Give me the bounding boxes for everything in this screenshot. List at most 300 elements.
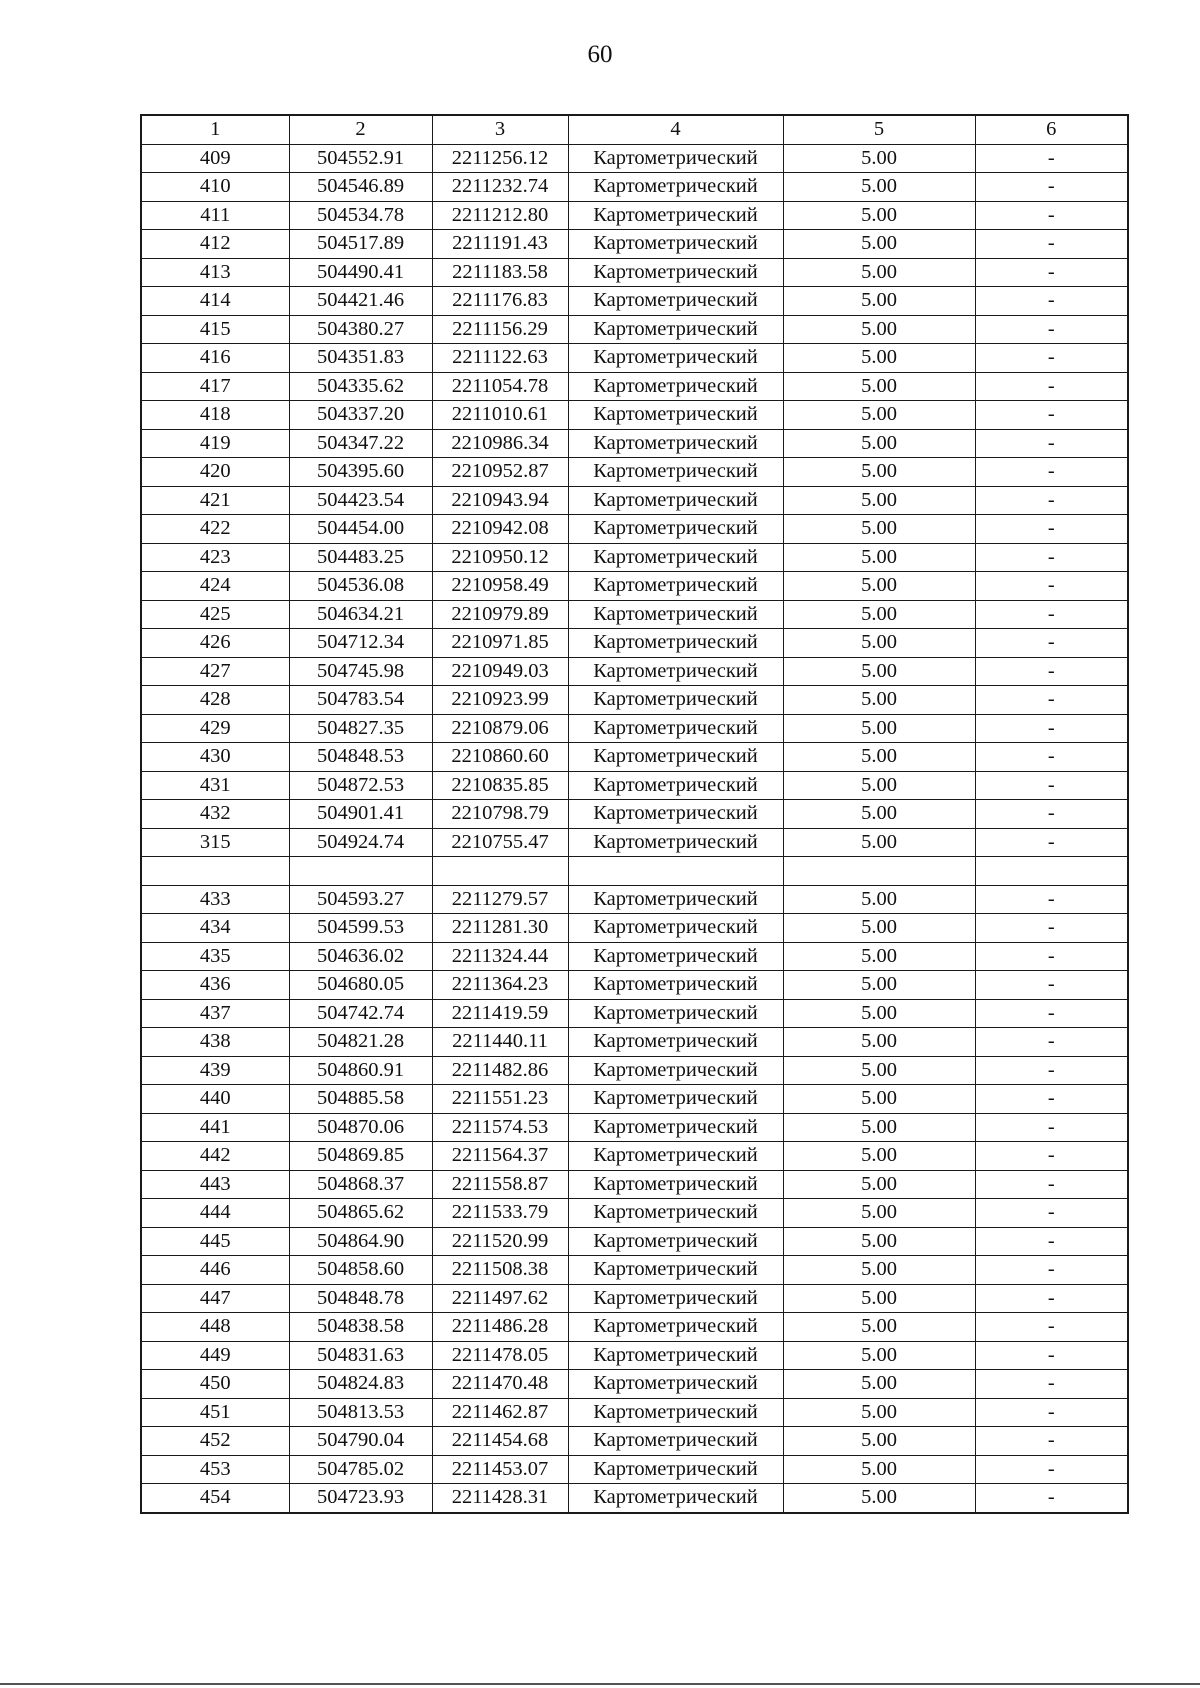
method-cell: Картометрический [568, 429, 783, 458]
table-row [141, 1199, 1128, 1228]
point-number-cell: 451 [141, 1398, 289, 1427]
note-cell: - [975, 287, 1128, 316]
point-number-cell: 436 [141, 971, 289, 1000]
table-row [141, 572, 1128, 601]
accuracy-cell: 5.00 [783, 372, 975, 401]
x-coordinate-cell: 504872.53 [289, 771, 432, 800]
y-coordinate-cell: 2211364.23 [432, 971, 568, 1000]
x-coordinate-cell: 504534.78 [289, 201, 432, 230]
note-cell: - [975, 1142, 1128, 1171]
point-number-cell: 412 [141, 230, 289, 259]
accuracy-cell: 5.00 [783, 914, 975, 943]
method-cell: Картометрический [568, 885, 783, 914]
note-cell: - [975, 1028, 1128, 1057]
y-coordinate-cell: 2211212.80 [432, 201, 568, 230]
method-cell: Картометрический [568, 1455, 783, 1484]
x-coordinate-cell: 504423.54 [289, 486, 432, 515]
y-coordinate-cell: 2211256.12 [432, 144, 568, 173]
method-cell: Картометрический [568, 771, 783, 800]
table-row [141, 1085, 1128, 1114]
table-row [141, 686, 1128, 715]
method-cell: Картометрический [568, 1427, 783, 1456]
table-row [141, 1227, 1128, 1256]
y-coordinate-cell: 2211440.11 [432, 1028, 568, 1057]
y-coordinate-cell: 2211281.30 [432, 914, 568, 943]
accuracy-cell: 5.00 [783, 1484, 975, 1513]
method-cell: Картометрический [568, 315, 783, 344]
y-coordinate-cell: 2211486.28 [432, 1313, 568, 1342]
point-number-cell: 409 [141, 144, 289, 173]
accuracy-cell: 5.00 [783, 315, 975, 344]
note-cell: - [975, 1113, 1128, 1142]
note-cell: - [975, 999, 1128, 1028]
table-row [141, 1313, 1128, 1342]
x-coordinate-cell: 504723.93 [289, 1484, 432, 1513]
point-number-cell: 411 [141, 201, 289, 230]
x-coordinate-cell: 504858.60 [289, 1256, 432, 1285]
table-row [141, 230, 1128, 259]
note-cell: - [975, 686, 1128, 715]
y-coordinate-cell: 2211324.44 [432, 942, 568, 971]
method-cell: Картометрический [568, 714, 783, 743]
table-row [141, 885, 1128, 914]
point-number-cell: 444 [141, 1199, 289, 1228]
method-cell: Картометрический [568, 1341, 783, 1370]
x-coordinate-cell: 504347.22 [289, 429, 432, 458]
accuracy-cell: 5.00 [783, 1256, 975, 1285]
note-cell: - [975, 515, 1128, 544]
point-number-cell: 439 [141, 1056, 289, 1085]
x-coordinate-cell: 504536.08 [289, 572, 432, 601]
table-row [141, 1455, 1128, 1484]
accuracy-cell: 5.00 [783, 629, 975, 658]
point-number-cell: 443 [141, 1170, 289, 1199]
note-cell: - [975, 1484, 1128, 1513]
point-number-cell: 413 [141, 258, 289, 287]
table-row [141, 1398, 1128, 1427]
note-cell: - [975, 1056, 1128, 1085]
note-cell: - [975, 372, 1128, 401]
point-number-cell: 452 [141, 1427, 289, 1456]
y-coordinate-cell: 2211156.29 [432, 315, 568, 344]
table-row [141, 800, 1128, 829]
method-cell: Картометрический [568, 572, 783, 601]
method-cell: Картометрический [568, 942, 783, 971]
method-cell: Картометрический [568, 1142, 783, 1171]
note-cell: - [975, 1313, 1128, 1342]
method-cell: Картометрический [568, 1085, 783, 1114]
note-cell: - [975, 1199, 1128, 1228]
x-coordinate-cell: 504454.00 [289, 515, 432, 544]
point-number-cell: 415 [141, 315, 289, 344]
point-number-cell: 410 [141, 173, 289, 202]
y-coordinate-cell: 2210958.49 [432, 572, 568, 601]
method-cell: Картометрический [568, 828, 783, 857]
table-row [141, 600, 1128, 629]
point-number-cell: 416 [141, 344, 289, 373]
x-coordinate-cell: 504351.83 [289, 344, 432, 373]
x-coordinate-cell: 504593.27 [289, 885, 432, 914]
column-header: 4 [568, 115, 783, 144]
note-cell: - [975, 429, 1128, 458]
y-coordinate-cell: 2211564.37 [432, 1142, 568, 1171]
note-cell: - [975, 1085, 1128, 1114]
x-coordinate-cell: 504680.05 [289, 971, 432, 1000]
y-coordinate-cell: 2211454.68 [432, 1427, 568, 1456]
method-cell: Картометрический [568, 1284, 783, 1313]
point-number-cell: 426 [141, 629, 289, 658]
column-header: 6 [975, 115, 1128, 144]
method-cell: Картометрический [568, 372, 783, 401]
accuracy-cell: 5.00 [783, 657, 975, 686]
table-row [141, 401, 1128, 430]
y-coordinate-cell: 2210798.79 [432, 800, 568, 829]
method-cell: Картометрический [568, 144, 783, 173]
method-cell: Картометрический [568, 201, 783, 230]
y-coordinate-cell: 2211497.62 [432, 1284, 568, 1313]
accuracy-cell: 5.00 [783, 1398, 975, 1427]
accuracy-cell: 5.00 [783, 572, 975, 601]
note-cell: - [975, 828, 1128, 857]
y-coordinate-cell: 2210879.06 [432, 714, 568, 743]
accuracy-cell: 5.00 [783, 600, 975, 629]
x-coordinate-cell: 504745.98 [289, 657, 432, 686]
note-cell: - [975, 144, 1128, 173]
x-coordinate-cell: 504848.53 [289, 743, 432, 772]
x-coordinate-cell: 504517.89 [289, 230, 432, 259]
method-cell: Картометрический [568, 230, 783, 259]
note-cell: - [975, 1427, 1128, 1456]
point-number-cell: 424 [141, 572, 289, 601]
point-number-cell: 453 [141, 1455, 289, 1484]
x-coordinate-cell: 504783.54 [289, 686, 432, 715]
note-cell: - [975, 1284, 1128, 1313]
x-coordinate-cell: 504860.91 [289, 1056, 432, 1085]
column-header: 2 [289, 115, 432, 144]
x-coordinate-cell: 504831.63 [289, 1341, 432, 1370]
table-row [141, 1427, 1128, 1456]
note-cell: - [975, 1455, 1128, 1484]
accuracy-cell: 5.00 [783, 1455, 975, 1484]
y-coordinate-cell: 2210860.60 [432, 743, 568, 772]
accuracy-cell: 5.00 [783, 144, 975, 173]
accuracy-cell: 5.00 [783, 1341, 975, 1370]
bottom-divider [0, 1683, 1200, 1685]
note-cell: - [975, 1256, 1128, 1285]
table-row [141, 971, 1128, 1000]
table-row [141, 1142, 1128, 1171]
accuracy-cell: 5.00 [783, 743, 975, 772]
column-header: 3 [432, 115, 568, 144]
header-row [141, 115, 1128, 144]
x-coordinate-cell: 504870.06 [289, 1113, 432, 1142]
y-coordinate-cell: 2211010.61 [432, 401, 568, 430]
y-coordinate-cell: 2211419.59 [432, 999, 568, 1028]
accuracy-cell: 5.00 [783, 800, 975, 829]
x-coordinate-cell: 504885.58 [289, 1085, 432, 1114]
point-number-cell: 442 [141, 1142, 289, 1171]
point-number-cell: 446 [141, 1256, 289, 1285]
method-cell: Картометрический [568, 258, 783, 287]
accuracy-cell: 5.00 [783, 1142, 975, 1171]
table-row [141, 515, 1128, 544]
x-coordinate-cell: 504813.53 [289, 1398, 432, 1427]
table-row [141, 1056, 1128, 1085]
method-cell: Картометрический [568, 1398, 783, 1427]
method-cell: Картометрический [568, 1313, 783, 1342]
point-number-cell: 419 [141, 429, 289, 458]
point-number-cell: 434 [141, 914, 289, 943]
point-number-cell: 423 [141, 543, 289, 572]
accuracy-cell: 5.00 [783, 971, 975, 1000]
accuracy-cell: 5.00 [783, 201, 975, 230]
note-cell: - [975, 458, 1128, 487]
method-cell: Картометрический [568, 629, 783, 658]
table-row [141, 486, 1128, 515]
table-row [141, 287, 1128, 316]
method-cell: Картометрический [568, 1170, 783, 1199]
x-coordinate-cell: 504827.35 [289, 714, 432, 743]
x-coordinate-cell: 504821.28 [289, 1028, 432, 1057]
method-cell: Картометрический [568, 287, 783, 316]
point-number-cell: 449 [141, 1341, 289, 1370]
method-cell: Картометрический [568, 600, 783, 629]
y-coordinate-cell: 2210952.87 [432, 458, 568, 487]
table-row [141, 914, 1128, 943]
accuracy-cell: 5.00 [783, 1170, 975, 1199]
x-coordinate-cell: 504838.58 [289, 1313, 432, 1342]
method-cell: Картометрический [568, 999, 783, 1028]
method-cell: Картометрический [568, 1028, 783, 1057]
method-cell: Картометрический [568, 800, 783, 829]
x-coordinate-cell: 504864.90 [289, 1227, 432, 1256]
y-coordinate-cell: 2210942.08 [432, 515, 568, 544]
table-row [141, 629, 1128, 658]
accuracy-cell: 5.00 [783, 486, 975, 515]
y-coordinate-cell: 2211551.23 [432, 1085, 568, 1114]
y-coordinate-cell: 2210923.99 [432, 686, 568, 715]
x-coordinate-cell: 504712.34 [289, 629, 432, 658]
note-cell: - [975, 201, 1128, 230]
point-number-cell: 454 [141, 1484, 289, 1513]
accuracy-cell: 5.00 [783, 828, 975, 857]
x-coordinate-cell: 504337.20 [289, 401, 432, 430]
point-number-cell: 448 [141, 1313, 289, 1342]
table-row [141, 1256, 1128, 1285]
point-number-cell: 433 [141, 885, 289, 914]
method-cell: Картометрический [568, 1484, 783, 1513]
method-cell: Картометрический [568, 1113, 783, 1142]
point-number-cell: 432 [141, 800, 289, 829]
table-row [141, 201, 1128, 230]
x-coordinate-cell: 504483.25 [289, 543, 432, 572]
point-number-cell: 445 [141, 1227, 289, 1256]
accuracy-cell: 5.00 [783, 1370, 975, 1399]
note-cell: - [975, 1341, 1128, 1370]
note-cell: - [975, 743, 1128, 772]
note-cell: - [975, 714, 1128, 743]
method-cell: Картометрический [568, 173, 783, 202]
y-coordinate-cell: 2210971.85 [432, 629, 568, 658]
coordinates-table [140, 114, 1129, 1514]
y-coordinate-cell [432, 857, 568, 886]
accuracy-cell: 5.00 [783, 1113, 975, 1142]
accuracy-cell: 5.00 [783, 686, 975, 715]
note-cell: - [975, 344, 1128, 373]
accuracy-cell: 5.00 [783, 287, 975, 316]
point-number-cell: 422 [141, 515, 289, 544]
y-coordinate-cell: 2210986.34 [432, 429, 568, 458]
point-number-cell: 437 [141, 999, 289, 1028]
x-coordinate-cell [289, 857, 432, 886]
table-row [141, 344, 1128, 373]
method-cell: Картометрический [568, 515, 783, 544]
method-cell: Картометрический [568, 1199, 783, 1228]
accuracy-cell: 5.00 [783, 458, 975, 487]
note-cell: - [975, 1370, 1128, 1399]
table-row [141, 1113, 1128, 1142]
y-coordinate-cell: 2211478.05 [432, 1341, 568, 1370]
note-cell: - [975, 629, 1128, 658]
table-row [141, 144, 1128, 173]
x-coordinate-cell: 504869.85 [289, 1142, 432, 1171]
point-number-cell: 421 [141, 486, 289, 515]
y-coordinate-cell: 2210835.85 [432, 771, 568, 800]
note-cell: - [975, 1170, 1128, 1199]
method-cell: Картометрический [568, 1370, 783, 1399]
accuracy-cell: 5.00 [783, 999, 975, 1028]
note-cell: - [975, 600, 1128, 629]
y-coordinate-cell: 2210979.89 [432, 600, 568, 629]
table-row [141, 1028, 1128, 1057]
point-number-cell: 425 [141, 600, 289, 629]
table-row [141, 543, 1128, 572]
note-cell: - [975, 914, 1128, 943]
point-number-cell: 435 [141, 942, 289, 971]
method-cell: Картометрический [568, 1227, 783, 1256]
method-cell: Картометрический [568, 486, 783, 515]
point-number-cell: 418 [141, 401, 289, 430]
x-coordinate-cell: 504552.91 [289, 144, 432, 173]
accuracy-cell: 5.00 [783, 1028, 975, 1057]
table-row [141, 1284, 1128, 1313]
table-row [141, 1341, 1128, 1370]
note-cell: - [975, 543, 1128, 572]
table-row [141, 1484, 1128, 1513]
method-cell: Картометрический [568, 401, 783, 430]
method-cell: Картометрический [568, 543, 783, 572]
y-coordinate-cell: 2211482.86 [432, 1056, 568, 1085]
point-number-cell [141, 857, 289, 886]
x-coordinate-cell: 504901.41 [289, 800, 432, 829]
table-body [141, 144, 1128, 1513]
table-row [141, 1170, 1128, 1199]
note-cell: - [975, 315, 1128, 344]
note-cell: - [975, 230, 1128, 259]
x-coordinate-cell: 504742.74 [289, 999, 432, 1028]
accuracy-cell: 5.00 [783, 1199, 975, 1228]
point-number-cell: 431 [141, 771, 289, 800]
x-coordinate-cell: 504634.21 [289, 600, 432, 629]
point-number-cell: 428 [141, 686, 289, 715]
table-row [141, 372, 1128, 401]
table-row [141, 429, 1128, 458]
table-row [141, 458, 1128, 487]
accuracy-cell: 5.00 [783, 1056, 975, 1085]
method-cell [568, 857, 783, 886]
table-row [141, 657, 1128, 686]
accuracy-cell: 5.00 [783, 344, 975, 373]
note-cell: - [975, 572, 1128, 601]
method-cell: Картометрический [568, 1056, 783, 1085]
x-coordinate-cell: 504546.89 [289, 173, 432, 202]
accuracy-cell: 5.00 [783, 401, 975, 430]
note-cell: - [975, 173, 1128, 202]
table-row [141, 857, 1128, 886]
x-coordinate-cell: 504865.62 [289, 1199, 432, 1228]
y-coordinate-cell: 2211176.83 [432, 287, 568, 316]
y-coordinate-cell: 2211520.99 [432, 1227, 568, 1256]
point-number-cell: 447 [141, 1284, 289, 1313]
table-row [141, 743, 1128, 772]
y-coordinate-cell: 2210950.12 [432, 543, 568, 572]
y-coordinate-cell: 2210949.03 [432, 657, 568, 686]
x-coordinate-cell: 504790.04 [289, 1427, 432, 1456]
note-cell: - [975, 258, 1128, 287]
accuracy-cell: 5.00 [783, 771, 975, 800]
y-coordinate-cell: 2211183.58 [432, 258, 568, 287]
method-cell: Картометрический [568, 914, 783, 943]
column-header: 5 [783, 115, 975, 144]
x-coordinate-cell: 504636.02 [289, 942, 432, 971]
accuracy-cell: 5.00 [783, 1085, 975, 1114]
coordinates-table-container [140, 114, 1127, 1514]
accuracy-cell: 5.00 [783, 1313, 975, 1342]
y-coordinate-cell: 2211191.43 [432, 230, 568, 259]
note-cell: - [975, 486, 1128, 515]
x-coordinate-cell: 504490.41 [289, 258, 432, 287]
y-coordinate-cell: 2210755.47 [432, 828, 568, 857]
point-number-cell: 438 [141, 1028, 289, 1057]
method-cell: Картометрический [568, 344, 783, 373]
note-cell: - [975, 771, 1128, 800]
table-row [141, 315, 1128, 344]
note-cell: - [975, 971, 1128, 1000]
point-number-cell: 429 [141, 714, 289, 743]
note-cell: - [975, 1398, 1128, 1427]
table-row [141, 942, 1128, 971]
method-cell: Картометрический [568, 743, 783, 772]
point-number-cell: 417 [141, 372, 289, 401]
accuracy-cell: 5.00 [783, 515, 975, 544]
y-coordinate-cell: 2211574.53 [432, 1113, 568, 1142]
accuracy-cell: 5.00 [783, 1427, 975, 1456]
accuracy-cell: 5.00 [783, 942, 975, 971]
accuracy-cell [783, 857, 975, 886]
point-number-cell: 420 [141, 458, 289, 487]
accuracy-cell: 5.00 [783, 1227, 975, 1256]
note-cell [975, 857, 1128, 886]
y-coordinate-cell: 2211533.79 [432, 1199, 568, 1228]
point-number-cell: 441 [141, 1113, 289, 1142]
note-cell: - [975, 657, 1128, 686]
note-cell: - [975, 942, 1128, 971]
point-number-cell: 315 [141, 828, 289, 857]
method-cell: Картометрический [568, 458, 783, 487]
y-coordinate-cell: 2211428.31 [432, 1484, 568, 1513]
table-row [141, 1370, 1128, 1399]
note-cell: - [975, 1227, 1128, 1256]
